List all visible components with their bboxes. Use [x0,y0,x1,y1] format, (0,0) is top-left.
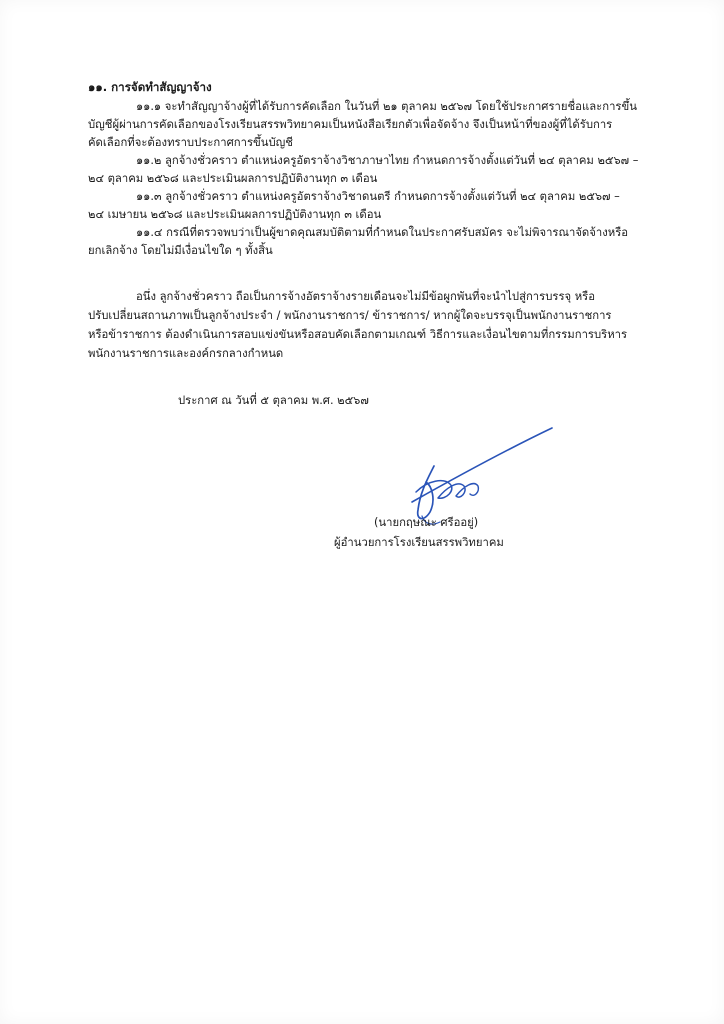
section-heading: ๑๑. การจัดทำสัญญาจ้าง [88,80,212,94]
signatory-name: (นายกฤษณะ ศรีออยู่) [374,516,479,529]
item-3-line-1: ๑๑.๓ ลูกจ้างชั่วคราว ตำแหน่งครูอัตราจ้างวิชาดนตรี กำหนดการจ้างตั้งแต่วันที่ ๒๔ ตุลาคม ๒๕๖๗ – [136,190,620,203]
item-2-line-2: ๒๔ ตุลาคม ๒๕๖๘ และประเมินผลการปฏิบัติงานทุก ๓ เดือน [88,172,378,185]
item-3-line-2: ๒๔ เมษายน ๒๕๖๘ และประเมินผลการปฏิบัติงานทุก ๓ เดือน [88,208,382,221]
announce-date: ประกาศ ณ วันที่ ๕ ตุลาคม พ.ศ. ๒๕๖๗ [178,394,369,407]
note-line-4: พนักงานราชการและองค์กรกลางกำหนด [88,347,284,360]
item-4-line-2: ยกเลิกจ้าง โดยไม่มีเงื่อนไขใด ๆ ทั้งสิ้น [88,244,273,257]
item-1-line-1: ๑๑.๑ จะทำสัญญาจ้างผู้ที่ได้รับการคัดเลือก ในวันที่ ๒๑ ตุลาคม ๒๕๖๗ โดยใช้ประกาศรายชื่อและการขึ้น [136,100,637,113]
handwritten-signature [380,420,570,530]
item-2-line-1: ๑๑.๒ ลูกจ้างชั่วคราว ตำแหน่งครูอัตราจ้างวิชาภาษาไทย กำหนดการจ้างตั้งแต่วันที่ ๒๔ ตุลาคม ๒๕๖๗ – [136,154,639,167]
note-line-1: อนึ่ง ลูกจ้างชั่วคราว ถือเป็นการจ้างอัตราจ้างรายเดือนจะไม่มีข้อผูกพันที่จะนำไปสู่การบรรจุ หรือ [136,290,596,303]
note-line-3: หรือข้าราชการ ต้องดำเนินการสอบแข่งขันหรือสอบคัดเลือกตามเกณฑ์ วิธีการและเงื่อนไขตามที่กรรมการบริหาร [88,328,628,341]
note-line-2: ปรับเปลี่ยนสถานภาพเป็นลูกจ้างประจำ / พนักงานราชการ/ ข้าราชการ/ หากผู้ใดจะบรรจุเป็นพนักงานราชการ [88,309,612,322]
item-1-line-2: บัญชีผู้ผ่านการคัดเลือกของโรงเรียนสรรพวิทยาคมเป็นหนังสือเรียกตัวเพื่อจัดจ้าง จึงเป็นหน้าที่ของผู้ที่ได้รับการ [88,118,613,131]
signatory-position: ผู้อำนวยการโรงเรียนสรรพวิทยาคม [334,536,504,549]
item-1-line-3: คัดเลือกที่จะต้องทราบประกาศการขึ้นบัญชี [88,136,293,149]
item-4-line-1: ๑๑.๔ กรณีที่ตรวจพบว่าเป็นผู้ขาดคุณสมบัติตามที่กำหนดในประกาศรับสมัคร จะไม่พิจารณาจัดจ้างหรือ [136,226,629,239]
